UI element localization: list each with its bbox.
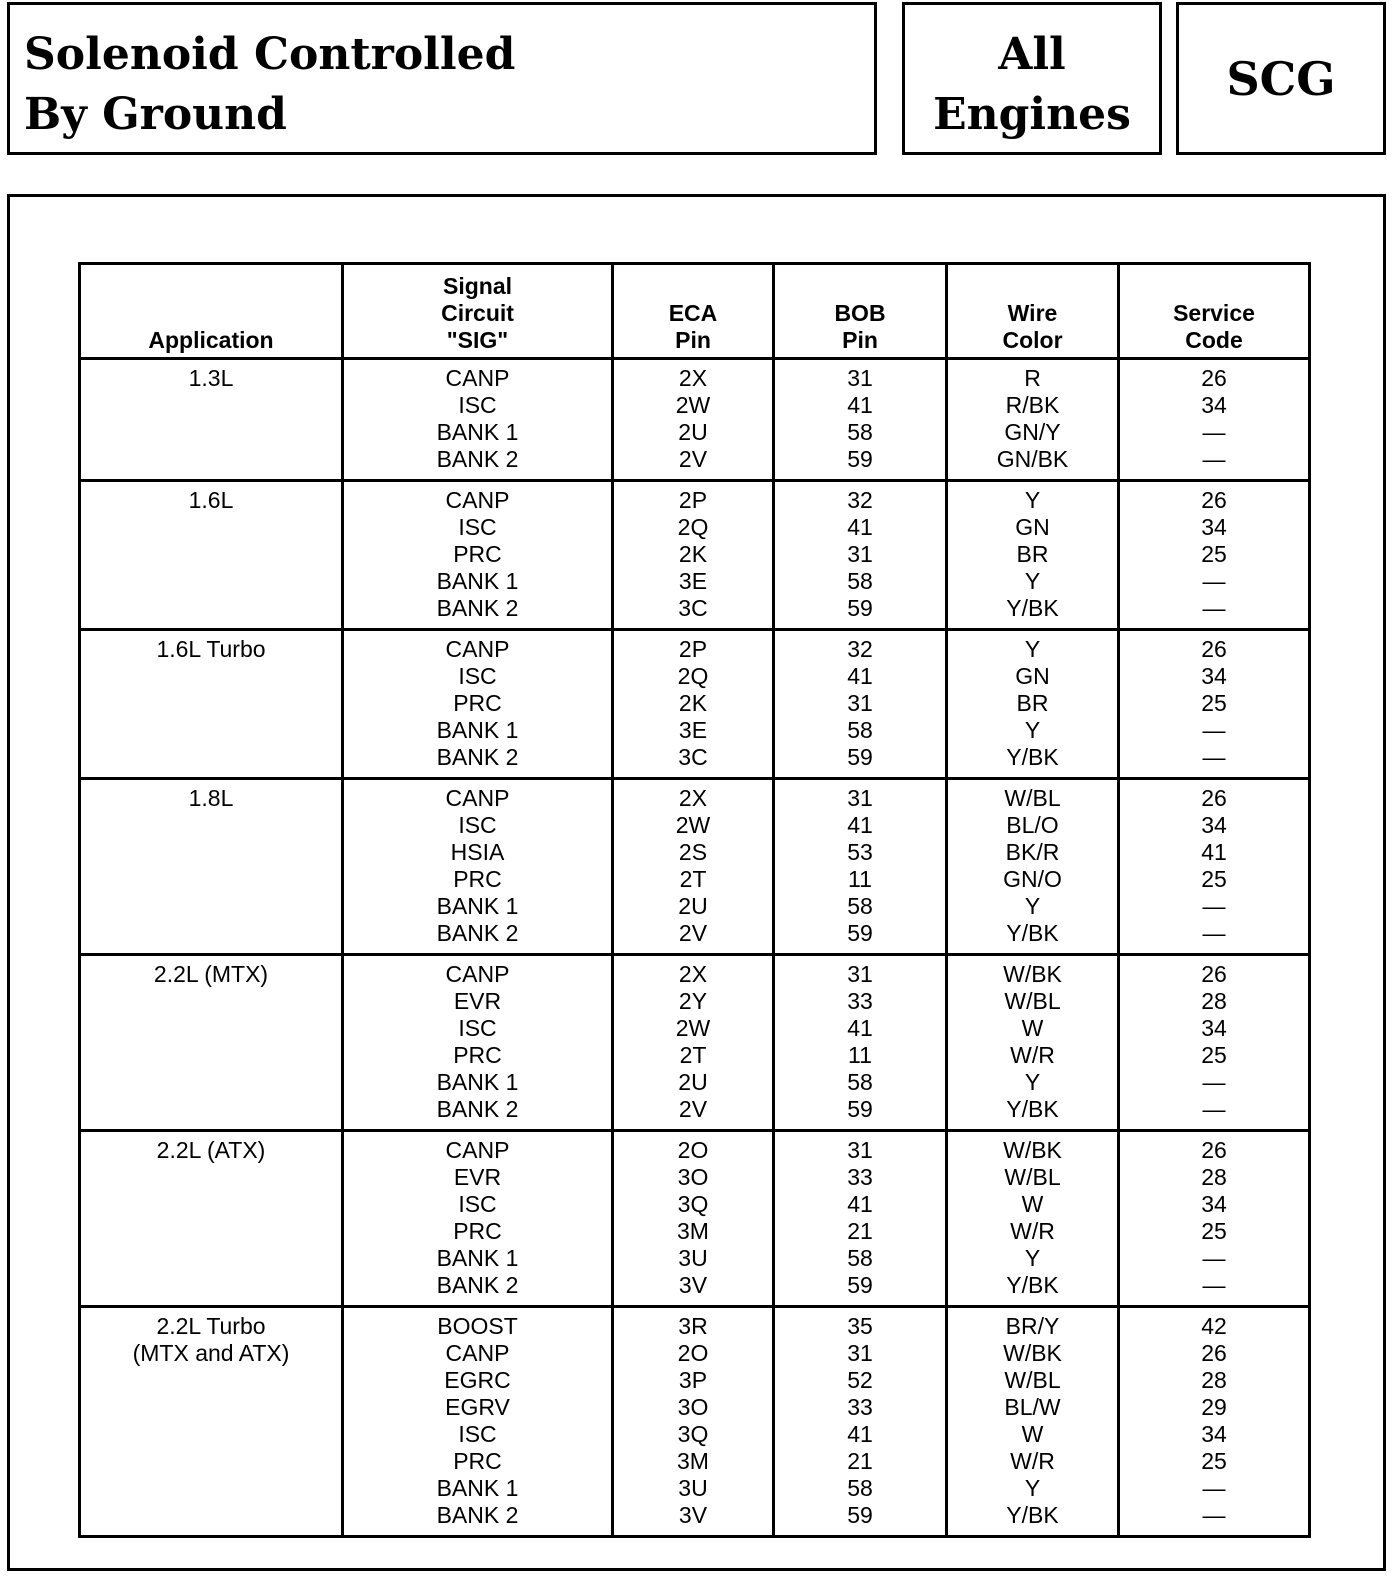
table-body [80,359,1310,1537]
eca-pin-value: 3M [677,1448,709,1474]
service-code-value: — [1202,1245,1226,1271]
service-code-value: — [1202,568,1226,594]
bob-pin-value: 31 [847,961,873,987]
signal-circuit-value: CANP [445,1137,510,1163]
table-wrap [78,262,1308,1538]
wire-color-value: W/BL [1004,785,1061,811]
table-row [80,359,1310,481]
eca-pin-value: 3V [678,1272,708,1298]
wire-color-value: W [1021,1015,1044,1041]
signal-circuit-value: BANK 2 [436,595,519,621]
service-code-value: — [1202,419,1226,445]
service-code-value: 42 [1201,1313,1227,1339]
wire-color-value: BR [1016,690,1049,716]
signal-circuit-value: CANP [445,785,510,811]
wire-color-value: W/BL [1004,1164,1061,1190]
signal-circuit-value: EGRV [445,1394,510,1420]
signal-circuit-cell [343,1131,613,1307]
service-code-value: 34 [1201,1191,1227,1217]
service-code-value: 34 [1201,514,1227,540]
bob-pin-value: 52 [847,1367,873,1393]
service-code-value: 34 [1201,812,1227,838]
signal-circuit-value: CANP [445,487,510,513]
bob-pin-value: 35 [847,1313,873,1339]
pin-table [78,262,1311,1538]
signal-circuit-value: PRC [453,1448,502,1474]
service-code-cell [1119,955,1310,1131]
service-code-value: 26 [1201,961,1227,987]
code-box [1176,2,1386,155]
service-code-value: — [1202,920,1226,946]
title-box [7,2,877,155]
signal-circuit-value: ISC [458,663,497,689]
application-label: 1.3L [188,365,234,391]
wire-color-value: GN [1015,514,1050,540]
header-row [80,264,1310,359]
bob-pin-value: 32 [847,487,873,513]
service-code-value: — [1202,1096,1226,1122]
eca-pin-value: 3U [678,1245,708,1271]
wire-color-value: Y [1024,1069,1041,1095]
wire-color-value: BL/O [1006,812,1059,838]
service-code-value: — [1202,744,1226,770]
bob-pin-value: 11 [848,1042,872,1068]
bob-pin-value: 58 [847,1475,873,1501]
application-label: (MTX and ATX) [132,1340,290,1366]
service-code-value: 25 [1201,690,1227,716]
wire-color-cell [947,779,1119,955]
wire-color-value: Y [1024,893,1041,919]
bob-pin-value: 41 [847,1191,873,1217]
bob-pin-value: 21 [847,1218,873,1244]
signal-circuit-value: HSIA [450,839,505,865]
wire-color-value: W/BL [1004,988,1061,1014]
wire-color-value: W/BK [1003,1340,1062,1366]
bob-pin-value: 11 [848,866,872,892]
service-code-value: 34 [1201,1421,1227,1447]
bob-pin-value: 31 [847,365,873,391]
eca-pin-value: 2X [678,961,708,987]
signal-circuit-value: PRC [453,690,502,716]
eca-pin-value: 3U [678,1475,708,1501]
bob-pin-value: 58 [847,1245,873,1271]
signal-circuit-value: PRC [453,1218,502,1244]
bob-pin-value: 41 [847,1015,873,1041]
bob-pin-value: 33 [847,1394,873,1420]
service-code-cell [1119,359,1310,481]
engines-label: All Engines [933,29,1131,140]
signal-circuit-value: PRC [453,541,502,567]
eca-pin-value: 2W [675,812,711,838]
header-service-code: Service Code [1119,264,1310,359]
bob-pin-cell [774,1131,947,1307]
wire-color-cell [947,481,1119,630]
service-code-value: 28 [1201,1367,1227,1393]
service-code-value: 25 [1201,1448,1227,1474]
service-code-value: 29 [1201,1394,1227,1420]
wire-color-value: GN/Y [1004,419,1061,445]
bob-pin-value: 41 [847,812,873,838]
service-code-cell [1119,630,1310,779]
application-label: 1.6L [188,487,234,513]
table-row [80,955,1310,1131]
bob-pin-value: 59 [847,595,873,621]
signal-circuit-value: BANK 1 [436,419,519,445]
service-code-value: — [1202,1272,1226,1298]
bob-pin-value: 41 [847,514,873,540]
signal-circuit-value: BANK 1 [436,893,519,919]
signal-circuit-value: ISC [458,1421,497,1447]
application-label: 1.6L Turbo [156,636,266,662]
wire-color-value: W/R [1010,1042,1055,1068]
eca-pin-value: 2O [677,1137,709,1163]
signal-circuit-value: BANK 2 [436,1272,519,1298]
eca-pin-value: 3P [678,1367,708,1393]
header-application: Application [80,264,343,359]
eca-pin-cell [613,481,774,630]
eca-pin-value: 2U [678,419,708,445]
wire-color-value: BR [1016,541,1049,567]
bob-pin-value: 33 [847,988,873,1014]
service-code-value: — [1202,717,1226,743]
bob-pin-value: 59 [847,744,873,770]
service-code-value: 25 [1201,1042,1227,1068]
bob-pin-cell [774,481,947,630]
wire-color-value: BR/Y [1005,1313,1060,1339]
wire-color-value: W [1021,1191,1044,1217]
wire-color-cell [947,630,1119,779]
application-cell [80,779,343,955]
table-row [80,779,1310,955]
eca-pin-value: 2Q [677,514,709,540]
bob-pin-value: 58 [847,893,873,919]
eca-pin-value: 2W [675,1015,711,1041]
application-label: 1.8L [188,785,234,811]
wire-color-value: R [1024,365,1041,391]
service-code-value: 26 [1201,1340,1227,1366]
eca-pin-cell [613,955,774,1131]
service-code-value: 25 [1201,541,1227,567]
wire-color-value: Y [1024,717,1041,743]
service-code-value: — [1202,1475,1226,1501]
code-label: SCG [1226,52,1336,106]
wire-color-value: Y/BK [1006,1272,1059,1298]
service-code-cell [1119,1307,1310,1537]
bob-pin-value: 32 [847,636,873,662]
signal-circuit-value: EVR [453,988,502,1014]
bob-pin-value: 31 [847,1137,873,1163]
eca-pin-cell [613,1307,774,1537]
service-code-value: — [1202,1069,1226,1095]
service-code-value: 34 [1201,663,1227,689]
service-code-value: 25 [1201,1218,1227,1244]
eca-pin-cell [613,359,774,481]
signal-circuit-value: ISC [458,1015,497,1041]
signal-circuit-value: BANK 2 [436,920,519,946]
wire-color-value: W/R [1010,1448,1055,1474]
wire-color-value: W [1021,1421,1044,1447]
eca-pin-value: 2V [678,1096,708,1122]
bob-pin-value: 58 [847,568,873,594]
signal-circuit-value: CANP [445,365,510,391]
wire-color-value: Y [1024,568,1041,594]
wire-color-cell [947,359,1119,481]
eca-pin-value: 3Q [677,1191,709,1217]
service-code-value: — [1202,446,1226,472]
service-code-cell [1119,779,1310,955]
eca-pin-value: 2V [678,920,708,946]
wire-color-value: Y/BK [1006,1096,1059,1122]
wire-color-value: Y/BK [1006,1502,1059,1528]
eca-pin-value: 3O [677,1394,709,1420]
signal-circuit-value: BOOST [437,1313,518,1339]
bob-pin-value: 31 [847,785,873,811]
wire-color-cell [947,1307,1119,1537]
eca-pin-cell [613,1131,774,1307]
signal-circuit-value: BANK 1 [436,1069,519,1095]
wire-color-cell [947,955,1119,1131]
eca-pin-value: 2T [679,866,707,892]
application-label: 2.2L (ATX) [156,1137,266,1163]
signal-circuit-value: PRC [453,866,502,892]
header-signal-circuit: Signal Circuit "SIG" [343,264,613,359]
bob-pin-value: 53 [847,839,873,865]
bob-pin-value: 31 [847,1340,873,1366]
wire-color-value: BK/R [1005,839,1060,865]
header-eca-pin: ECA Pin [613,264,774,359]
table-row [80,1307,1310,1537]
signal-circuit-value: BANK 1 [436,717,519,743]
signal-circuit-cell [343,630,613,779]
bob-pin-value: 59 [847,1096,873,1122]
application-cell [80,481,343,630]
bob-pin-cell [774,779,947,955]
wire-color-value: W/R [1010,1218,1055,1244]
bob-pin-value: 59 [847,446,873,472]
eca-pin-value: 3E [678,568,708,594]
signal-circuit-value: ISC [458,514,497,540]
wire-color-value: Y/BK [1006,744,1059,770]
eca-pin-value: 2X [678,785,708,811]
bob-pin-value: 21 [847,1448,873,1474]
eca-pin-value: 2U [678,893,708,919]
service-code-cell [1119,1131,1310,1307]
eca-pin-value: 2Q [677,663,709,689]
bob-pin-value: 33 [847,1164,873,1190]
wire-color-value: Y/BK [1006,595,1059,621]
signal-circuit-value: CANP [445,961,510,987]
signal-circuit-cell [343,779,613,955]
eca-pin-value: 2Y [678,988,708,1014]
wire-color-value: W/BL [1004,1367,1061,1393]
application-cell [80,359,343,481]
eca-pin-value: 2S [678,839,708,865]
signal-circuit-value: PRC [453,1042,502,1068]
signal-circuit-value: BANK 2 [436,1096,519,1122]
service-code-value: — [1202,1502,1226,1528]
eca-pin-value: 3E [678,717,708,743]
eca-pin-value: 2P [678,636,708,662]
application-cell [80,1131,343,1307]
bob-pin-cell [774,359,947,481]
bob-pin-value: 31 [847,690,873,716]
bob-pin-value: 58 [847,1069,873,1095]
signal-circuit-value: BANK 1 [436,568,519,594]
wire-color-value: Y/BK [1006,920,1059,946]
wire-color-value: GN/BK [996,446,1069,472]
bob-pin-value: 58 [847,419,873,445]
wire-color-value: Y [1024,487,1041,513]
bob-pin-cell [774,1307,947,1537]
wire-color-value: GN [1015,663,1050,689]
signal-circuit-value: BANK 1 [436,1245,519,1271]
eca-pin-value: 3O [677,1164,709,1190]
eca-pin-value: 3C [678,744,708,770]
signal-circuit-value: ISC [458,1191,497,1217]
signal-circuit-value: CANP [445,1340,510,1366]
service-code-value: 28 [1201,988,1227,1014]
wire-color-value: GN/O [1003,866,1062,892]
service-code-value: 26 [1201,785,1227,811]
wire-color-value: Y [1024,636,1041,662]
signal-circuit-cell [343,481,613,630]
signal-circuit-cell [343,1307,613,1537]
signal-circuit-value: CANP [445,636,510,662]
service-code-value: 26 [1201,487,1227,513]
bob-pin-value: 41 [847,392,873,418]
service-code-value: 41 [1201,839,1227,865]
eca-pin-value: 2K [678,690,708,716]
service-code-value: — [1202,893,1226,919]
service-code-value: 26 [1201,636,1227,662]
bob-pin-value: 58 [847,717,873,743]
wire-color-value: Y [1024,1475,1041,1501]
signal-circuit-cell [343,955,613,1131]
wire-color-value: BL/W [1004,1394,1061,1420]
bob-pin-value: 41 [847,663,873,689]
eca-pin-value: 3C [678,595,708,621]
wire-color-value: W/BK [1003,961,1062,987]
table-row [80,630,1310,779]
application-cell [80,955,343,1131]
service-code-value: 34 [1201,392,1227,418]
signal-circuit-value: ISC [458,392,497,418]
signal-circuit-value: EVR [453,1164,502,1190]
signal-circuit-value: BANK 2 [436,446,519,472]
eca-pin-value: 2V [678,446,708,472]
service-code-cell [1119,481,1310,630]
engines-box [902,2,1162,155]
service-code-value: 34 [1201,1015,1227,1041]
signal-circuit-value: ISC [458,812,497,838]
bob-pin-value: 31 [847,541,873,567]
eca-pin-value: 2W [675,392,711,418]
bob-pin-value: 59 [847,1272,873,1298]
signal-circuit-value: BANK 2 [436,1502,519,1528]
bob-pin-value: 41 [847,1421,873,1447]
eca-pin-value: 2X [678,365,708,391]
bob-pin-value: 59 [847,1502,873,1528]
eca-pin-value: 3M [677,1218,709,1244]
page-title: Solenoid Controlled By Ground [24,29,516,140]
application-label: 2.2L Turbo [156,1313,266,1339]
eca-pin-value: 3Q [677,1421,709,1447]
application-label: 2.2L (MTX) [153,961,269,987]
bob-pin-cell [774,955,947,1131]
eca-pin-cell [613,630,774,779]
service-code-value: 25 [1201,866,1227,892]
table-row [80,1131,1310,1307]
signal-circuit-value: BANK 2 [436,744,519,770]
service-code-value: — [1202,595,1226,621]
eca-pin-value: 2K [678,541,708,567]
eca-pin-value: 2T [679,1042,707,1068]
eca-pin-cell [613,779,774,955]
signal-circuit-value: EGRC [444,1367,511,1393]
wire-color-value: Y [1024,1245,1041,1271]
service-code-value: 26 [1201,1137,1227,1163]
eca-pin-value: 2P [678,487,708,513]
application-cell [80,1307,343,1537]
service-code-value: 28 [1201,1164,1227,1190]
eca-pin-value: 3V [678,1502,708,1528]
signal-circuit-value: BANK 1 [436,1475,519,1501]
bob-pin-cell [774,630,947,779]
application-cell [80,630,343,779]
eca-pin-value: 2U [678,1069,708,1095]
table-row [80,481,1310,630]
wire-color-value: R/BK [1005,392,1060,418]
header-wire-color: Wire Color [947,264,1119,359]
signal-circuit-cell [343,359,613,481]
header-bob-pin: BOB Pin [774,264,947,359]
eca-pin-value: 2O [677,1340,709,1366]
eca-pin-value: 3R [678,1313,708,1339]
service-code-value: 26 [1201,365,1227,391]
bob-pin-value: 59 [847,920,873,946]
wire-color-value: W/BK [1003,1137,1062,1163]
wire-color-cell [947,1131,1119,1307]
